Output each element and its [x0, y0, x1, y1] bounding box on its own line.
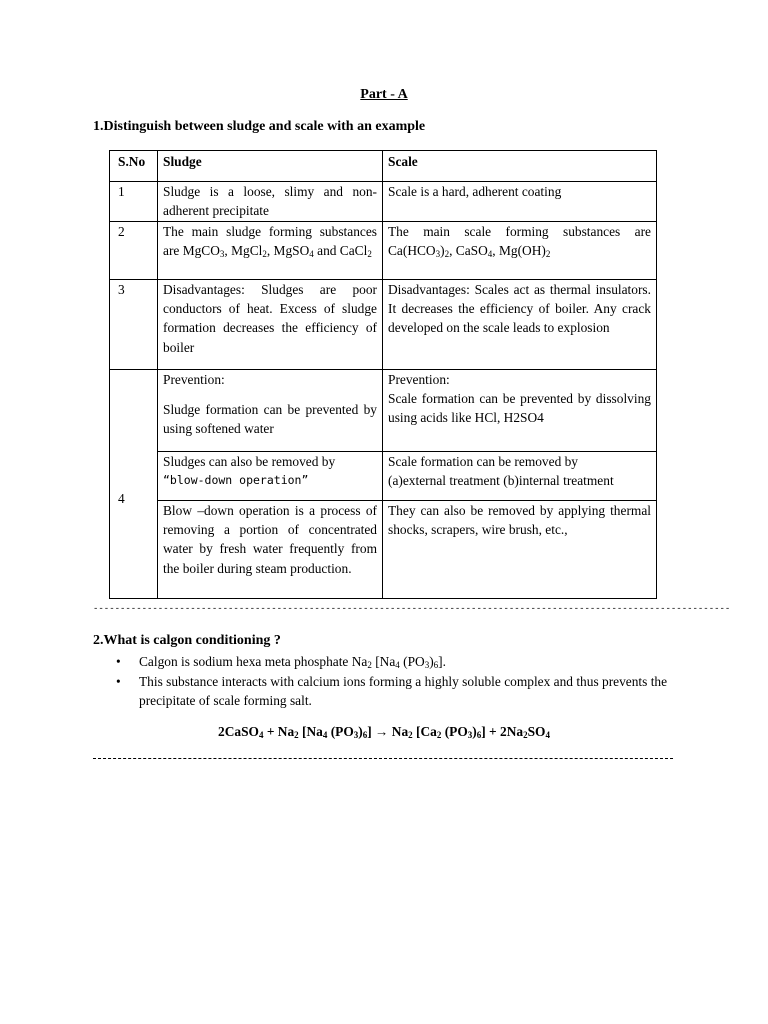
page-title: Part - A	[360, 87, 408, 102]
row-2-sludge: The main sludge forming substances are MgCO$_3$, MgCl$_2$, MgSO$_4$ and CaCl$_2$	[158, 222, 383, 280]
table-row	[110, 370, 657, 452]
row-3-sludge: Disadvantages: Sludges are poor conductors of heat. Excess of sludge formation decreases the efficiency of boiler	[158, 280, 383, 370]
header-sludge: Sludge	[158, 151, 383, 182]
scale-removal-text-1: Scale formation can be removed by	[388, 454, 578, 469]
table-row	[110, 222, 657, 280]
bullet-list	[93, 652, 683, 711]
separator-line: ----------------------------------------------------------------------------------------------------------------------	[93, 604, 731, 614]
row-4a-scale	[383, 370, 657, 452]
row-4a-sludge	[158, 370, 383, 452]
sludge-scale-table	[109, 150, 657, 599]
chemical-equation: 2CaSO$_4$ + $Na_2$ [$Na_4$ $(PO_3)_6] \to Na_2$ [$Ca_2$ $(PO_3)_6] + 2Na_2SO_4$	[218, 724, 550, 740]
scale-removal-text-2: (a)external treatment (b)internal treatment	[388, 473, 614, 489]
row-4b-scale	[383, 452, 657, 501]
row-3-scale: Disadvantages: Scales act as thermal insulators. It decreases the efficiency of boiler. Any crack developed on the scale leads to explosion	[383, 280, 657, 370]
row-4c-scale: They can also be removed by applying thermal shocks, scrapers, wire brush, etc.,	[383, 501, 657, 599]
row-3-sno: 3	[110, 280, 158, 370]
sludge-removal-text: Sludges can also be removed by	[163, 454, 336, 469]
table-header-row	[110, 151, 657, 182]
blowdown-quote: “blow-down operation”	[163, 473, 309, 488]
list-item	[93, 652, 683, 672]
row-1-scale: Scale is a hard, adherent coating	[383, 182, 657, 222]
sludge-prevention-label: Prevention:	[163, 372, 225, 387]
bullet-text-1: Calgon is sodium hexa meta phosphate $Na_2$ [$Na_4$ $(PO_3)_6$].	[139, 654, 446, 670]
table-row	[110, 182, 657, 222]
table-row	[110, 452, 657, 501]
separator-line-2	[93, 758, 673, 759]
bullet-icon: •	[116, 654, 121, 669]
sludge-prevention-text: Sludge formation can be prevented by using softened water	[163, 402, 377, 437]
row-1-sno: 1	[110, 182, 158, 222]
list-item	[93, 672, 683, 711]
header-sno: S.No	[110, 151, 158, 182]
question-2: 2.What is calgon conditioning ?	[93, 633, 281, 648]
question-1: 1.Distinguish between sludge and scale with an example	[93, 119, 426, 134]
bullet-text-2: This substance interacts with calcium ions forming a highly soluble complex and thus prevents the precipitate of scale forming salt.	[139, 673, 668, 708]
header-scale: Scale	[383, 151, 657, 182]
scale-prevention-label: Prevention:	[388, 372, 450, 387]
bullet-icon: •	[116, 673, 121, 689]
row-4b-sludge	[158, 452, 383, 501]
row-2-scale: The main scale forming substances are $Ca(HCO_3)_2$, CaSO$_4$, $Mg(OH)_2$	[383, 222, 657, 280]
row-4c-sludge: Blow –down operation is a process of removing a portion of concentrated water by fresh water frequently from the boiler during steam production.	[158, 501, 383, 599]
scale-prevention-text: Scale formation can be prevented by dissolving using acids like HCl, H2SO4	[388, 391, 651, 426]
row-4-sno: 4	[110, 370, 158, 599]
table-row	[110, 501, 657, 599]
table-row	[110, 280, 657, 370]
row-2-sno: 2	[110, 222, 158, 280]
row-1-sludge: Sludge is a loose, slimy and non-adherent precipitate	[158, 182, 383, 222]
